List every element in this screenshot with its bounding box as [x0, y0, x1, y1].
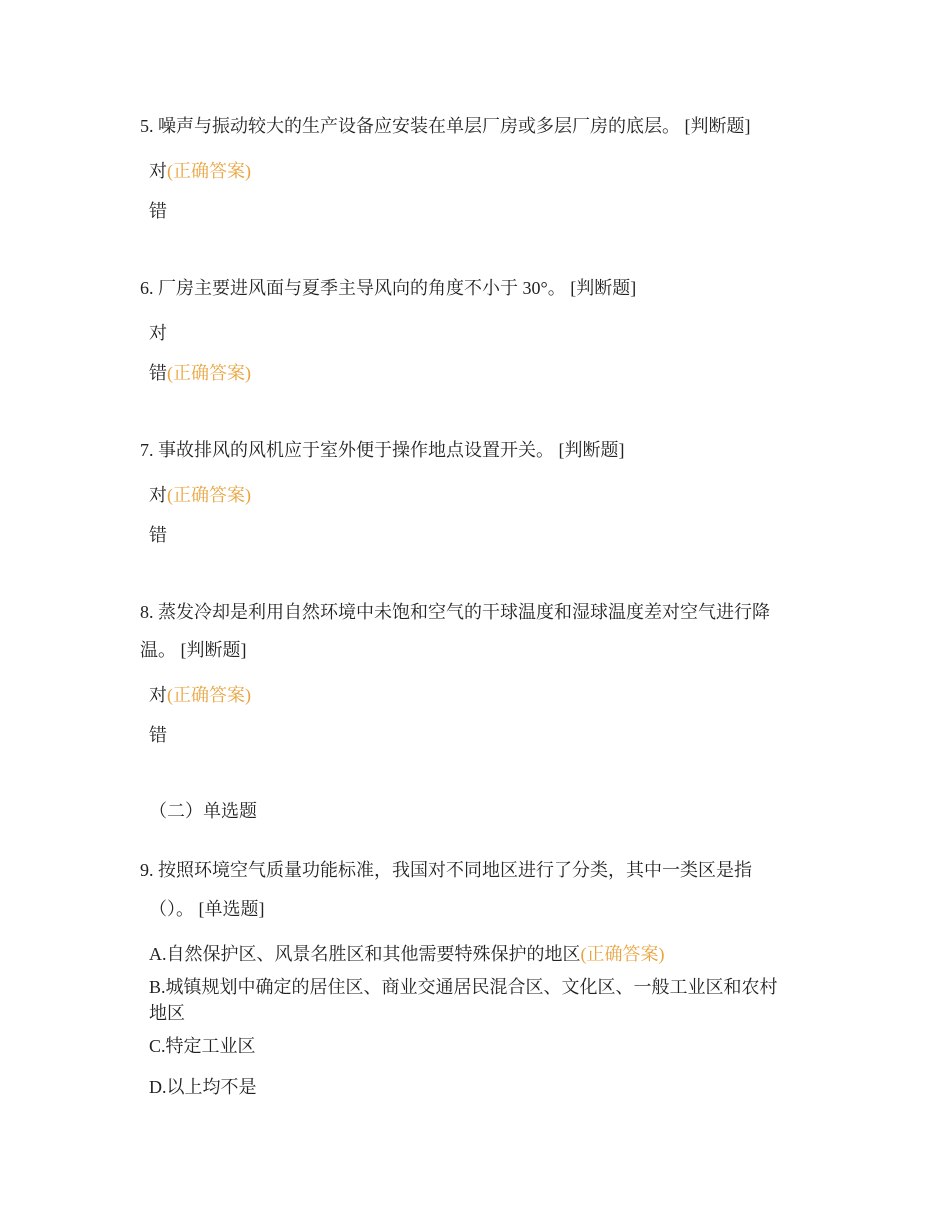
option-label: 错 — [149, 725, 167, 745]
question-8-stem-line-2: 温。 [判断题] — [140, 640, 247, 660]
option-label: D.以上均不是 — [149, 1077, 257, 1097]
correct-answer-marker: (正确答案) — [167, 485, 251, 505]
question-6-option-false[interactable] — [149, 361, 251, 385]
option-label: 错 — [149, 201, 167, 221]
question-5-option-true[interactable] — [149, 159, 251, 183]
question-9-option-c[interactable] — [149, 1034, 256, 1058]
option-label: 对 — [149, 161, 167, 181]
question-9-option-b-continued: 地区 — [149, 1003, 185, 1023]
correct-answer-marker: (正确答案) — [167, 161, 251, 181]
question-9-stem-line-2: （）。 [单选题] — [149, 899, 265, 919]
question-9-option-a[interactable] — [149, 942, 665, 966]
option-label: A.自然保护区、风景名胜区和其他需要特殊保护的地区 — [149, 944, 581, 964]
correct-answer-marker: (正确答案) — [167, 363, 251, 383]
question-8-option-false[interactable] — [149, 723, 167, 747]
question-9-stem-line-1: 9. 按照环境空气质量功能标准，我国对不同地区进行了分类，其中一类区是指 — [140, 860, 752, 880]
option-label: B.城镇规划中确定的居住区、商业交通居民混合区、文化区、一般工业区和农村 — [149, 977, 778, 997]
option-label: C.特定工业区 — [149, 1036, 256, 1056]
question-5-option-false[interactable] — [149, 199, 167, 223]
option-label: 错 — [149, 525, 167, 545]
question-7-option-false[interactable] — [149, 523, 167, 547]
correct-answer-marker: (正确答案) — [580, 944, 665, 964]
question-6-stem: 6. 厂房主要进风面与夏季主导风向的角度不小于 30°。 [判断题] — [140, 278, 637, 298]
option-label: 对 — [149, 485, 167, 505]
question-8-stem-line-1: 8. 蒸发冷却是利用自然环境中未饱和空气的干球温度和湿球温度差对空气进行降 — [140, 602, 770, 622]
question-8-option-true[interactable] — [149, 683, 251, 707]
correct-answer-marker: (正确答案) — [167, 685, 251, 705]
option-label: 错 — [149, 363, 167, 383]
question-9-option-b[interactable] — [149, 975, 778, 999]
question-7-stem: 7. 事故排风的风机应于室外便于操作地点设置开关。 [判断题] — [140, 440, 625, 460]
question-6-option-true[interactable] — [149, 321, 167, 345]
question-7-option-true[interactable] — [149, 483, 251, 507]
section-heading-single-choice: （二）单选题 — [149, 801, 257, 821]
option-label: 对 — [149, 323, 167, 343]
option-label: 对 — [149, 685, 167, 705]
question-5-stem: 5. 噪声与振动较大的生产设备应安装在单层厂房或多层厂房的底层。 [判断题] — [140, 116, 751, 136]
question-9-option-d[interactable] — [149, 1075, 257, 1099]
